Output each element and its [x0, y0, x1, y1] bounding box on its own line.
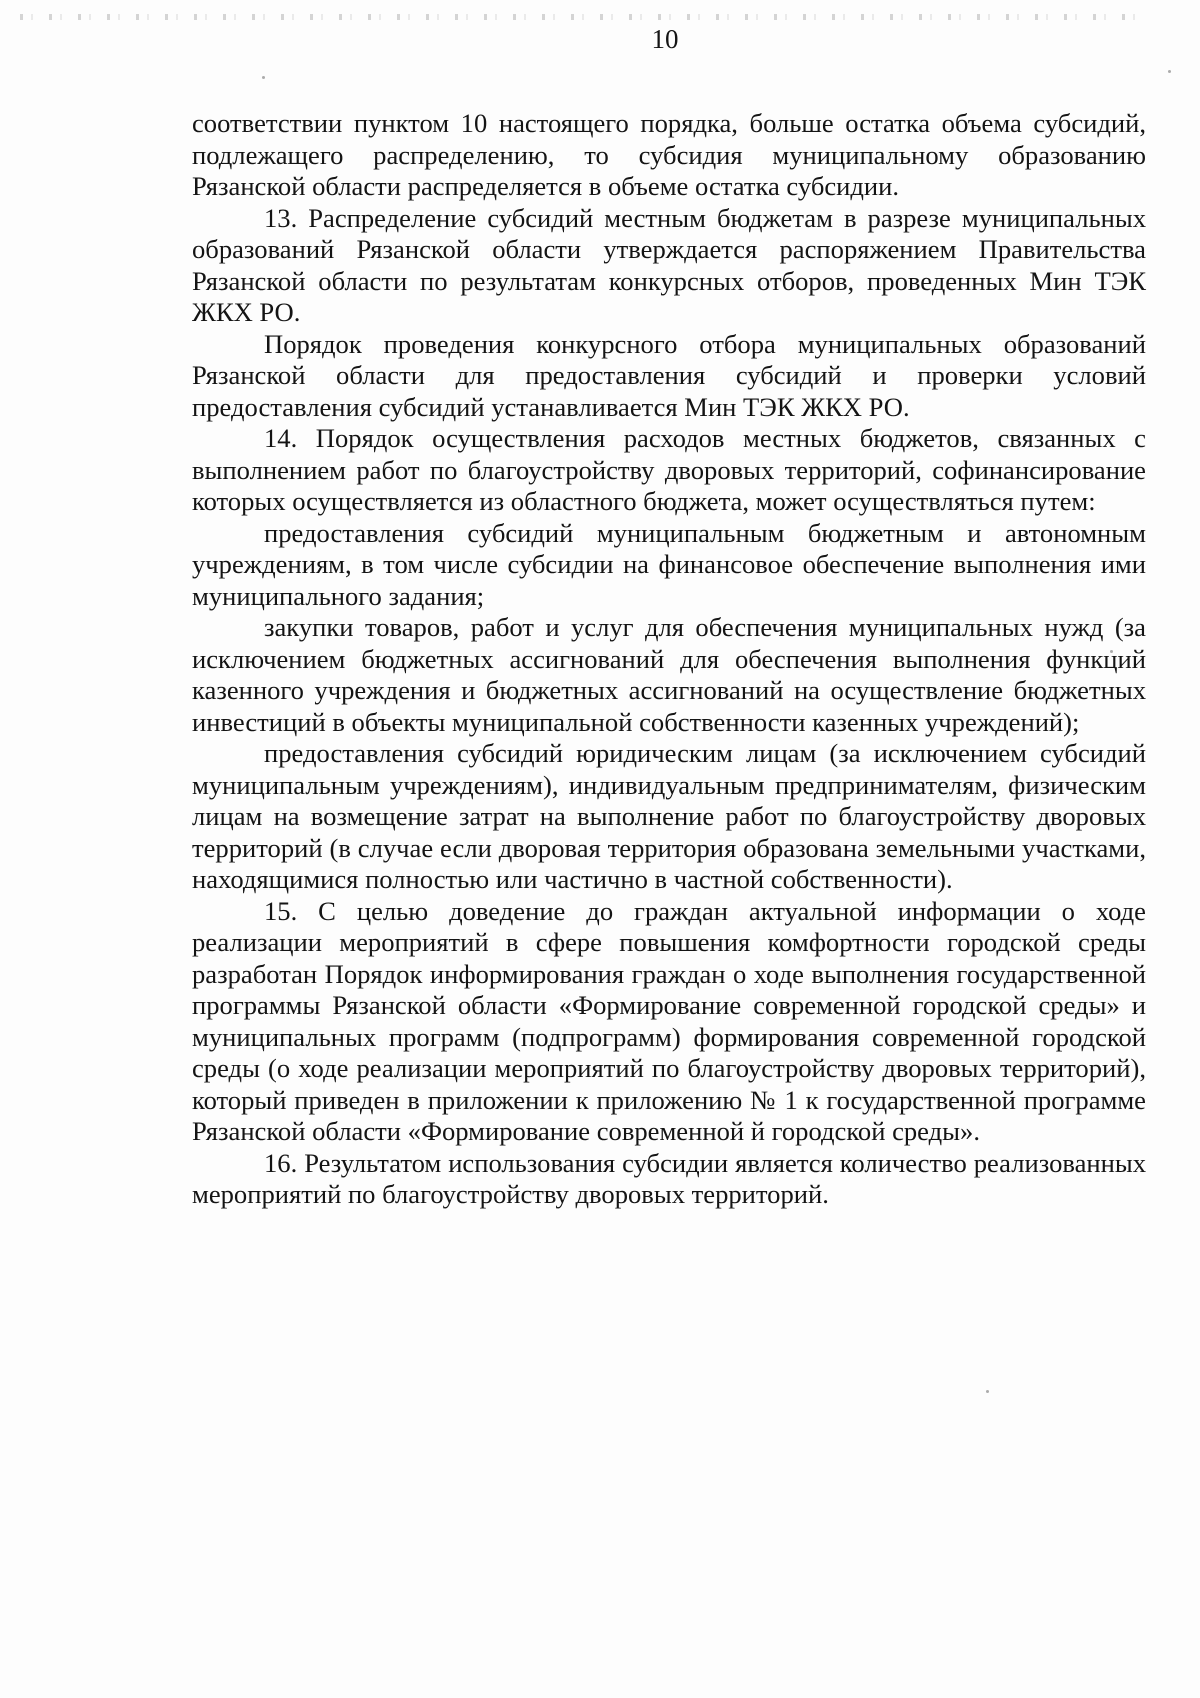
paragraph-14: 14. Порядок осуществления расходов местных бюджетов, связанных с выполнением работ по благоустройству дворовых территорий, софинансирование которых осуществляется из областного бюджета, может осуществляться путем:: [192, 423, 1146, 516]
paragraph-1: соответствии пунктом 10 настоящего порядка, больше остатка объема субсидий, подлежащего распределению, то субсидия муниципальному образованию Рязанской области распределяется в объеме остатка субсидии.: [192, 108, 1146, 201]
scan-speck: [986, 1390, 989, 1393]
paragraph-13: 13. Распределение субсидий местным бюджетам в разрезе муниципальных образований Рязанской области утверждается распоряжением Правительства Рязанской области по результатам конкурсных отборов, проведенных Мин ТЭК ЖКХ РО.: [192, 202, 1146, 327]
paragraph-14-item-subsidies-institutions: предоставления субсидий муниципальным бюджетным и автономным учреждениям, в том числе субсидии на финансовое обеспечение выполнения ими муниципального задания;: [192, 517, 1146, 611]
paragraph-16: 16. Результатом использования субсидии является количество реализованных мероприятий по благоустройству дворовых территорий.: [192, 1147, 1146, 1209]
scan-speck: [262, 76, 265, 79]
paragraph-14-item-subsidies-legal-entities: предоставления субсидий юридическим лицам (за исключением субсидий муниципальным учреждениям), индивидуальным предпринимателям, физическим лицам на возмещение затрат на выполнение работ по благоустройству дворовых территорий (в случае если дворовая территория образована земельными участками, находящимися полностью или частично в частной собственности).: [192, 738, 1146, 894]
body-text: [192, 108, 1146, 1211]
paragraph-selection-procedure: Порядок проведения конкурсного отбора муниципальных образований Рязанской области для предоставления субсидий и проверки условий предоставления субсидий устанавливается Мин ТЭК ЖКХ РО.: [192, 328, 1146, 422]
page-number: 10: [651, 24, 679, 54]
scan-noise: [20, 14, 1140, 20]
paragraph-15: 15. С целью доведение до граждан актуальной информации о ходе реализации мероприятий в сфере повышения комфортности городской среды разработан Порядок информирования граждан о ходе выполнения государственной программы Рязанской области «Формирование современной городской среды» и муниципальных программ (подпрограмм) формирования современной городской среды (о ходе реализации мероприятий по благоустройству дворовых территорий), который приведен в приложении к приложению № 1 к государственной программе Рязанской области «Формирование современной й городской среды».: [192, 895, 1146, 1146]
scan-speck: [1168, 70, 1171, 73]
paragraph-14-item-procurement: закупки товаров, работ и услуг для обеспечения муниципальных нужд (за исключением бюджетных ассигнований для обеспечения выполнения функций казенного учреждения и бюджетных ассигнований на осуществление бюджетных инвестиций в объекты муниципальной собственности казенных учреждений);: [192, 612, 1146, 737]
